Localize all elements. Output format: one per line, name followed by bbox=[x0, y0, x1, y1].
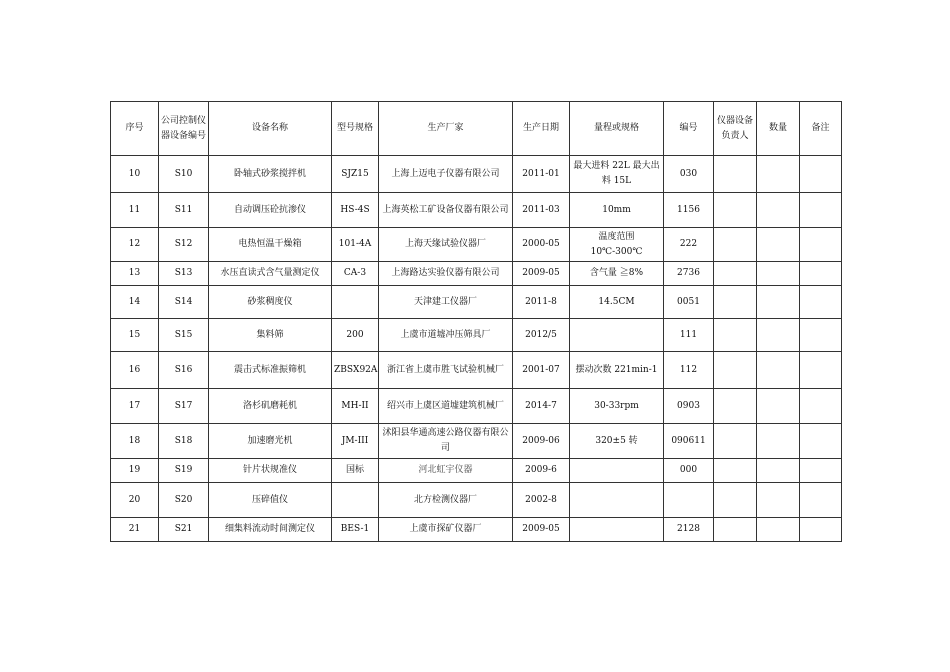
cell-model: 国标 bbox=[332, 459, 379, 483]
cell-owner bbox=[714, 518, 757, 542]
cell-seq: 12 bbox=[111, 228, 159, 262]
cell-range bbox=[570, 518, 664, 542]
cell-range: 最大进料 22L 最大出料 15L bbox=[570, 156, 664, 193]
cell-name: 自动调压砼抗渗仪 bbox=[209, 193, 332, 228]
table-row bbox=[111, 389, 842, 424]
cell-date: 2009-06 bbox=[513, 424, 570, 459]
cell-note bbox=[800, 518, 842, 542]
cell-name: 集料筛 bbox=[209, 319, 332, 352]
cell-qty bbox=[757, 193, 800, 228]
header-model: 型号规格 bbox=[332, 102, 379, 156]
table-row bbox=[111, 193, 842, 228]
cell-code: S13 bbox=[159, 262, 209, 286]
cell-serial: 2128 bbox=[664, 518, 714, 542]
cell-date: 2011-03 bbox=[513, 193, 570, 228]
cell-serial: 112 bbox=[664, 352, 714, 389]
cell-date: 2000-05 bbox=[513, 228, 570, 262]
cell-name: 压碎值仪 bbox=[209, 483, 332, 518]
cell-name: 卧轴式砂浆搅拌机 bbox=[209, 156, 332, 193]
cell-maker: 上虞市探矿仪器厂 bbox=[379, 518, 513, 542]
cell-qty bbox=[757, 459, 800, 483]
cell-name: 震击式标准振筛机 bbox=[209, 352, 332, 389]
cell-code: S11 bbox=[159, 193, 209, 228]
cell-range: 30-33rpm bbox=[570, 389, 664, 424]
cell-qty bbox=[757, 319, 800, 352]
cell-serial bbox=[664, 483, 714, 518]
cell-range: 320±5 转 bbox=[570, 424, 664, 459]
table-row bbox=[111, 424, 842, 459]
cell-range bbox=[570, 483, 664, 518]
cell-serial: 111 bbox=[664, 319, 714, 352]
cell-note bbox=[800, 262, 842, 286]
cell-note bbox=[800, 459, 842, 483]
cell-model bbox=[332, 483, 379, 518]
cell-range bbox=[570, 319, 664, 352]
cell-name: 砂浆稠度仪 bbox=[209, 286, 332, 319]
cell-qty bbox=[757, 389, 800, 424]
table-row bbox=[111, 156, 842, 193]
cell-serial: 1156 bbox=[664, 193, 714, 228]
cell-model: 200 bbox=[332, 319, 379, 352]
header-date: 生产日期 bbox=[513, 102, 570, 156]
cell-model: SJZ15 bbox=[332, 156, 379, 193]
cell-serial: 222 bbox=[664, 228, 714, 262]
cell-maker: 北方检测仪器厂 bbox=[379, 483, 513, 518]
cell-range: 摆动次数 221min-1 bbox=[570, 352, 664, 389]
equipment-table bbox=[110, 101, 842, 542]
cell-code: S20 bbox=[159, 483, 209, 518]
cell-maker: 上虞市道墟冲压筛具厂 bbox=[379, 319, 513, 352]
cell-serial: 2736 bbox=[664, 262, 714, 286]
cell-note bbox=[800, 156, 842, 193]
cell-date: 2001-07 bbox=[513, 352, 570, 389]
cell-note bbox=[800, 286, 842, 319]
cell-maker: 天津建工仪器厂 bbox=[379, 286, 513, 319]
cell-owner bbox=[714, 424, 757, 459]
cell-serial: 0903 bbox=[664, 389, 714, 424]
cell-model: MH-II bbox=[332, 389, 379, 424]
cell-maker: 上海英松工矿设备仪器有限公司 bbox=[379, 193, 513, 228]
cell-date: 2002-8 bbox=[513, 483, 570, 518]
cell-maker: 上海上迈电子仪器有限公司 bbox=[379, 156, 513, 193]
cell-seq: 20 bbox=[111, 483, 159, 518]
cell-owner bbox=[714, 262, 757, 286]
cell-note bbox=[800, 483, 842, 518]
header-owner: 仪器设备负责人 bbox=[714, 102, 757, 156]
cell-qty bbox=[757, 483, 800, 518]
cell-model: JM-III bbox=[332, 424, 379, 459]
cell-seq: 10 bbox=[111, 156, 159, 193]
cell-note bbox=[800, 424, 842, 459]
cell-model: ZBSX92A bbox=[332, 352, 379, 389]
header-note: 备注 bbox=[800, 102, 842, 156]
cell-range: 14.5CM bbox=[570, 286, 664, 319]
header-range: 量程或规格 bbox=[570, 102, 664, 156]
table-row bbox=[111, 319, 842, 352]
cell-seq: 11 bbox=[111, 193, 159, 228]
cell-qty bbox=[757, 286, 800, 319]
cell-date: 2009-05 bbox=[513, 262, 570, 286]
cell-owner bbox=[714, 459, 757, 483]
cell-code: S16 bbox=[159, 352, 209, 389]
cell-range bbox=[570, 459, 664, 483]
cell-range: 含气量 ≧8% bbox=[570, 262, 664, 286]
cell-name: 针片状规准仪 bbox=[209, 459, 332, 483]
table-row bbox=[111, 459, 842, 483]
cell-name: 电热恒温干燥箱 bbox=[209, 228, 332, 262]
cell-name: 水压直读式含气量测定仪 bbox=[209, 262, 332, 286]
cell-name: 洛杉矶磨耗机 bbox=[209, 389, 332, 424]
cell-model: CA-3 bbox=[332, 262, 379, 286]
cell-serial: 0051 bbox=[664, 286, 714, 319]
cell-maker: 绍兴市上虞区道墟建筑机械厂 bbox=[379, 389, 513, 424]
cell-code: S12 bbox=[159, 228, 209, 262]
header-name: 设备名称 bbox=[209, 102, 332, 156]
cell-model: HS-4S bbox=[332, 193, 379, 228]
cell-seq: 13 bbox=[111, 262, 159, 286]
cell-date: 2011-01 bbox=[513, 156, 570, 193]
cell-owner bbox=[714, 389, 757, 424]
cell-owner bbox=[714, 319, 757, 352]
cell-qty bbox=[757, 518, 800, 542]
cell-seq: 16 bbox=[111, 352, 159, 389]
cell-note bbox=[800, 193, 842, 228]
cell-serial: 030 bbox=[664, 156, 714, 193]
cell-qty bbox=[757, 228, 800, 262]
cell-owner bbox=[714, 156, 757, 193]
cell-code: S18 bbox=[159, 424, 209, 459]
cell-note bbox=[800, 389, 842, 424]
cell-date: 2009-05 bbox=[513, 518, 570, 542]
table-row bbox=[111, 286, 842, 319]
cell-date: 2009-6 bbox=[513, 459, 570, 483]
cell-owner bbox=[714, 286, 757, 319]
cell-owner bbox=[714, 352, 757, 389]
cell-date: 2012/5 bbox=[513, 319, 570, 352]
cell-note bbox=[800, 319, 842, 352]
table-row bbox=[111, 483, 842, 518]
cell-date: 2014-7 bbox=[513, 389, 570, 424]
cell-qty bbox=[757, 424, 800, 459]
cell-owner bbox=[714, 483, 757, 518]
cell-seq: 15 bbox=[111, 319, 159, 352]
cell-code: S10 bbox=[159, 156, 209, 193]
cell-maker: 河北虹宇仪器 bbox=[379, 459, 513, 483]
cell-range: 温度范围 10℃-300℃ bbox=[570, 228, 664, 262]
cell-maker: 浙江省上虞市胜飞试验机械厂 bbox=[379, 352, 513, 389]
cell-code: S14 bbox=[159, 286, 209, 319]
header-row bbox=[111, 102, 842, 156]
table-row bbox=[111, 352, 842, 389]
table-row bbox=[111, 262, 842, 286]
header-code: 公司控制仪器设备编号 bbox=[159, 102, 209, 156]
cell-note bbox=[800, 228, 842, 262]
cell-seq: 21 bbox=[111, 518, 159, 542]
cell-qty bbox=[757, 262, 800, 286]
cell-seq: 17 bbox=[111, 389, 159, 424]
cell-code: S17 bbox=[159, 389, 209, 424]
cell-name: 细集料流动时间测定仪 bbox=[209, 518, 332, 542]
cell-maker: 沭阳县华通高速公路仪器有限公司 bbox=[379, 424, 513, 459]
cell-name: 加速磨光机 bbox=[209, 424, 332, 459]
table-row bbox=[111, 228, 842, 262]
cell-code: S21 bbox=[159, 518, 209, 542]
cell-maker: 上海天缘试验仪器厂 bbox=[379, 228, 513, 262]
header-maker: 生产厂家 bbox=[379, 102, 513, 156]
cell-model: BES-1 bbox=[332, 518, 379, 542]
header-seq: 序号 bbox=[111, 102, 159, 156]
cell-owner bbox=[714, 193, 757, 228]
cell-seq: 19 bbox=[111, 459, 159, 483]
cell-model bbox=[332, 286, 379, 319]
cell-qty bbox=[757, 156, 800, 193]
cell-seq: 14 bbox=[111, 286, 159, 319]
cell-serial: 090611 bbox=[664, 424, 714, 459]
cell-code: S15 bbox=[159, 319, 209, 352]
cell-seq: 18 bbox=[111, 424, 159, 459]
cell-serial: 000 bbox=[664, 459, 714, 483]
cell-owner bbox=[714, 228, 757, 262]
cell-maker: 上海路达实验仪器有限公司 bbox=[379, 262, 513, 286]
table-row bbox=[111, 518, 842, 542]
cell-code: S19 bbox=[159, 459, 209, 483]
cell-range: 10mm bbox=[570, 193, 664, 228]
cell-note bbox=[800, 352, 842, 389]
cell-qty bbox=[757, 352, 800, 389]
cell-date: 2011-8 bbox=[513, 286, 570, 319]
header-serial: 编号 bbox=[664, 102, 714, 156]
cell-model: 101-4A bbox=[332, 228, 379, 262]
header-qty: 数量 bbox=[757, 102, 800, 156]
